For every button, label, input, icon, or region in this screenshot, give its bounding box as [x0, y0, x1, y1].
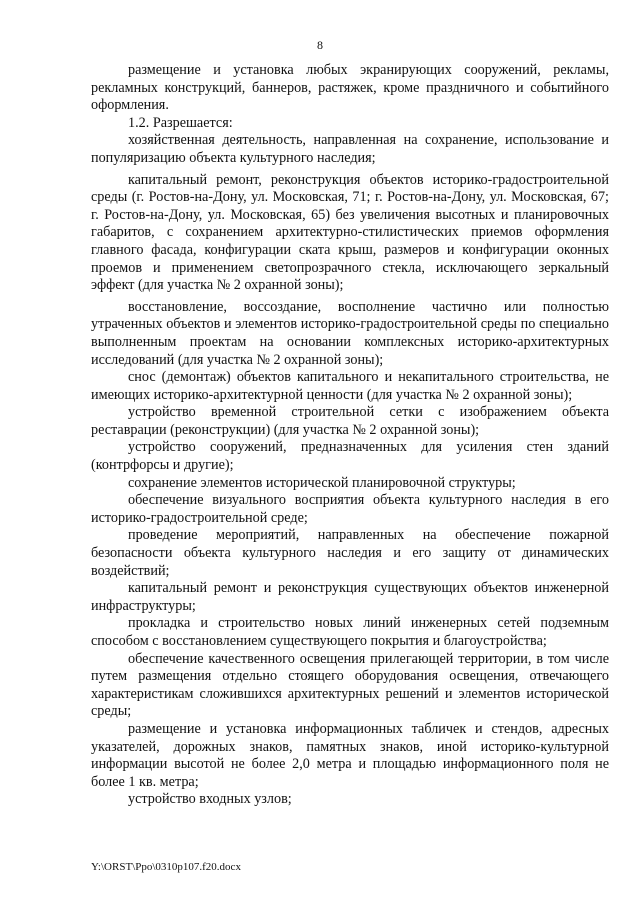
paragraph: сохранение элементов исторической планировочной структуры; — [128, 474, 516, 491]
paragraph: хозяйственная деятельность, направленная на сохранение, использование и популяризацию объекта культурного наследия; — [91, 132, 609, 166]
paragraph: устройство сооружений, предназначенных для усиления стен зданий (контрфорсы и другие); — [91, 439, 609, 474]
paragraph: размещение и установка информационных табличек и стендов, адресных указателей, дорожных знаков, памятных знаков, иной историко-культурной информации высотой не более 2,0 метра и площадью информационного поля не более 1 кв. метра; — [91, 720, 609, 790]
paragraph: снос (демонтаж) объектов капитального и некапитального строительства, не имеющих историко-архитектурной ценности (для участка № 2 охранной зоны); — [91, 369, 609, 403]
paragraph: восстановление, воссоздание, восполнение частично или полностью утраченных объектов и элементов историко-градостроительной среды по специально выполненным проектам на основании комплексных историко-архитектурных исследований (для участка № 2 охранной зоны); — [91, 298, 609, 368]
paragraph: проведение мероприятий, направленных на обеспечение пожарной безопасности объекта культурного наследия и его защиту от динамических воздействий; — [91, 527, 609, 579]
section-heading: 1.2. Разрешается: — [128, 114, 233, 131]
paragraph: размещение и установка любых экранирующих сооружений, рекламы, рекламных конструкций, баннеров, растяжек, кроме праздничного и событийного оформления. — [91, 62, 609, 114]
footer-file-path: Y:\ORST\Ppo\0310p107.f20.docx — [91, 861, 241, 873]
page-number: 8 — [317, 38, 323, 52]
paragraph: обеспечение качественного освещения прилегающей территории, в том числе путем размещения отдельно стоящего оборудования освещения, отвечающего характеристикам сложившихся архитектурных решений и элементов исторической среды; — [91, 650, 609, 720]
document-body — [91, 62, 609, 809]
paragraph: устройство временной строительной сетки с изображением объекта реставрации (реконструкции) (для участка № 2 охранной зоны); — [91, 404, 609, 438]
paragraph: устройство входных узлов; — [128, 791, 292, 808]
paragraph: обеспечение визуального восприятия объекта культурного наследия в его историко-градостроительной среде; — [91, 492, 609, 526]
paragraph: прокладка и строительство новых линий инженерных сетей подземным способом с восстановлением существующего покрытия и благоустройства; — [91, 615, 609, 649]
paragraph: капитальный ремонт и реконструкция существующих объектов инженерной инфраструктуры; — [91, 580, 609, 614]
paragraph: капитальный ремонт, реконструкция объектов историко-градостроительной среды (г. Ростов-на-Дону, ул. Московская, 71; г. Ростов-на-Дону, ул. Московская, 67; г. Ростов-на-Дону, ул. Московская, 65) без увеличения высотных и планировочных габаритов, с сохранением архитектурно-стилистических приемов оформления главного фасада, конфигурации ската крыш, размеров и конфигурации оконных проемов и применением светопрозрачного стекла, исключающего зеркальный эффект (для участка № 2 охранной зоны); — [91, 171, 609, 294]
